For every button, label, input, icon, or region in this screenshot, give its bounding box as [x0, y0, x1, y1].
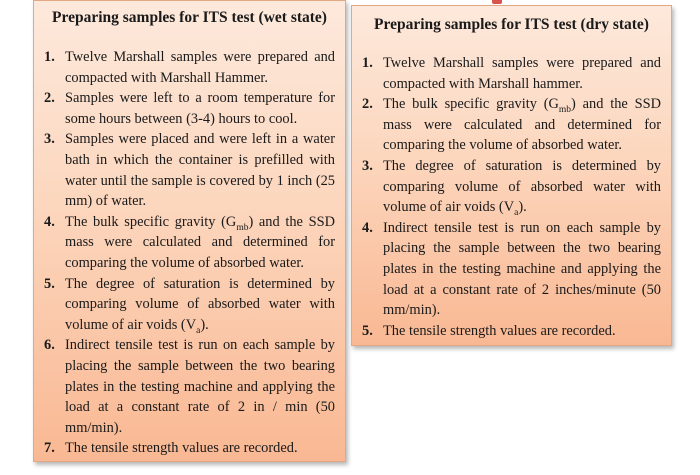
step-text: Samples were left to a room temperature for some hours between (3-4) hours to cool.: [65, 90, 335, 127]
step-text: The tensile strength values are recorded.: [383, 322, 616, 339]
step-item: [44, 212, 335, 274]
step-text: ).: [518, 199, 527, 216]
step-number: 2.: [44, 90, 55, 107]
step-text: Samples were placed and were left in a water bath in which the container is prefilled with water until the sample is covered by 1 inch (25 mm) of water.: [65, 131, 335, 210]
step-text: The bulk specific gravity (G: [383, 96, 559, 113]
step-text: Indirect tensile test is run on each sample by placing the sample between the two bearing plates in the testing machine and applying the load at a constant rate of 2 in / min (50 mm/min).: [65, 337, 335, 436]
dry-panel-title: Preparing samples for ITS test (dry state): [374, 16, 649, 33]
step-text: Indirect tensile test is run on each sample by placing the sample between the two bearing plates in the testing machine and applying the load at a constant rate of 2 inches/minute (50 mm/min).: [383, 219, 661, 319]
step-item: [44, 438, 335, 459]
step-subscript: a: [514, 208, 519, 219]
wet-state-panel: [33, 0, 346, 462]
step-item: [362, 156, 661, 218]
step-subscript: mb: [236, 222, 249, 233]
step-item: [44, 274, 335, 336]
step-number: 2.: [362, 96, 373, 113]
step-text: The tensile strength values are recorded.: [65, 440, 298, 457]
step-text: ).: [200, 316, 209, 333]
step-item: [362, 218, 661, 321]
step-number: 3.: [362, 157, 373, 174]
dry-steps-list: [362, 53, 661, 341]
step-item: [44, 335, 335, 438]
dry-state-panel: [351, 5, 672, 346]
step-text: Twelve Marshall samples were prepared and compacted with Marshall Hammer.: [65, 49, 335, 86]
step-text: ) and the SSD mass were calculated and determined for comparing the volume of absorbed water.: [65, 213, 335, 271]
step-subscript: mb: [558, 105, 572, 116]
step-item: [362, 321, 661, 342]
step-item: [44, 88, 335, 129]
step-number: 1.: [362, 55, 373, 71]
top-marker: [492, 0, 502, 4]
step-text: Twelve Marshall samples were prepared and compacted with Marshall hammer.: [383, 55, 661, 92]
step-item: [362, 94, 661, 156]
step-number: 7.: [44, 440, 55, 457]
step-number: 6.: [44, 337, 55, 354]
step-subscript: a: [196, 325, 201, 336]
step-item: [362, 53, 661, 94]
step-number: 4.: [44, 213, 55, 230]
step-text: The degree of saturation is determined by comparing volume of absorbed water with volume of air voids (V: [383, 157, 661, 216]
step-text: The bulk specific gravity (G: [65, 213, 237, 230]
step-item: [44, 129, 335, 211]
step-item: [44, 47, 335, 88]
step-number: 1.: [44, 49, 55, 65]
step-number: 3.: [44, 131, 55, 148]
step-number: 4.: [362, 219, 373, 236]
step-text: ) and the SSD mass were calculated and determined for comparing the volume of absorbed water.: [383, 96, 662, 154]
wet-panel-title: Preparing samples for ITS test (wet state): [52, 9, 327, 26]
wet-steps-list: [44, 47, 335, 459]
step-text: The degree of saturation is determined by comparing volume of absorbed water with volume of air voids (V: [65, 275, 335, 333]
step-number: 5.: [44, 275, 55, 292]
step-number: 5.: [362, 322, 373, 339]
